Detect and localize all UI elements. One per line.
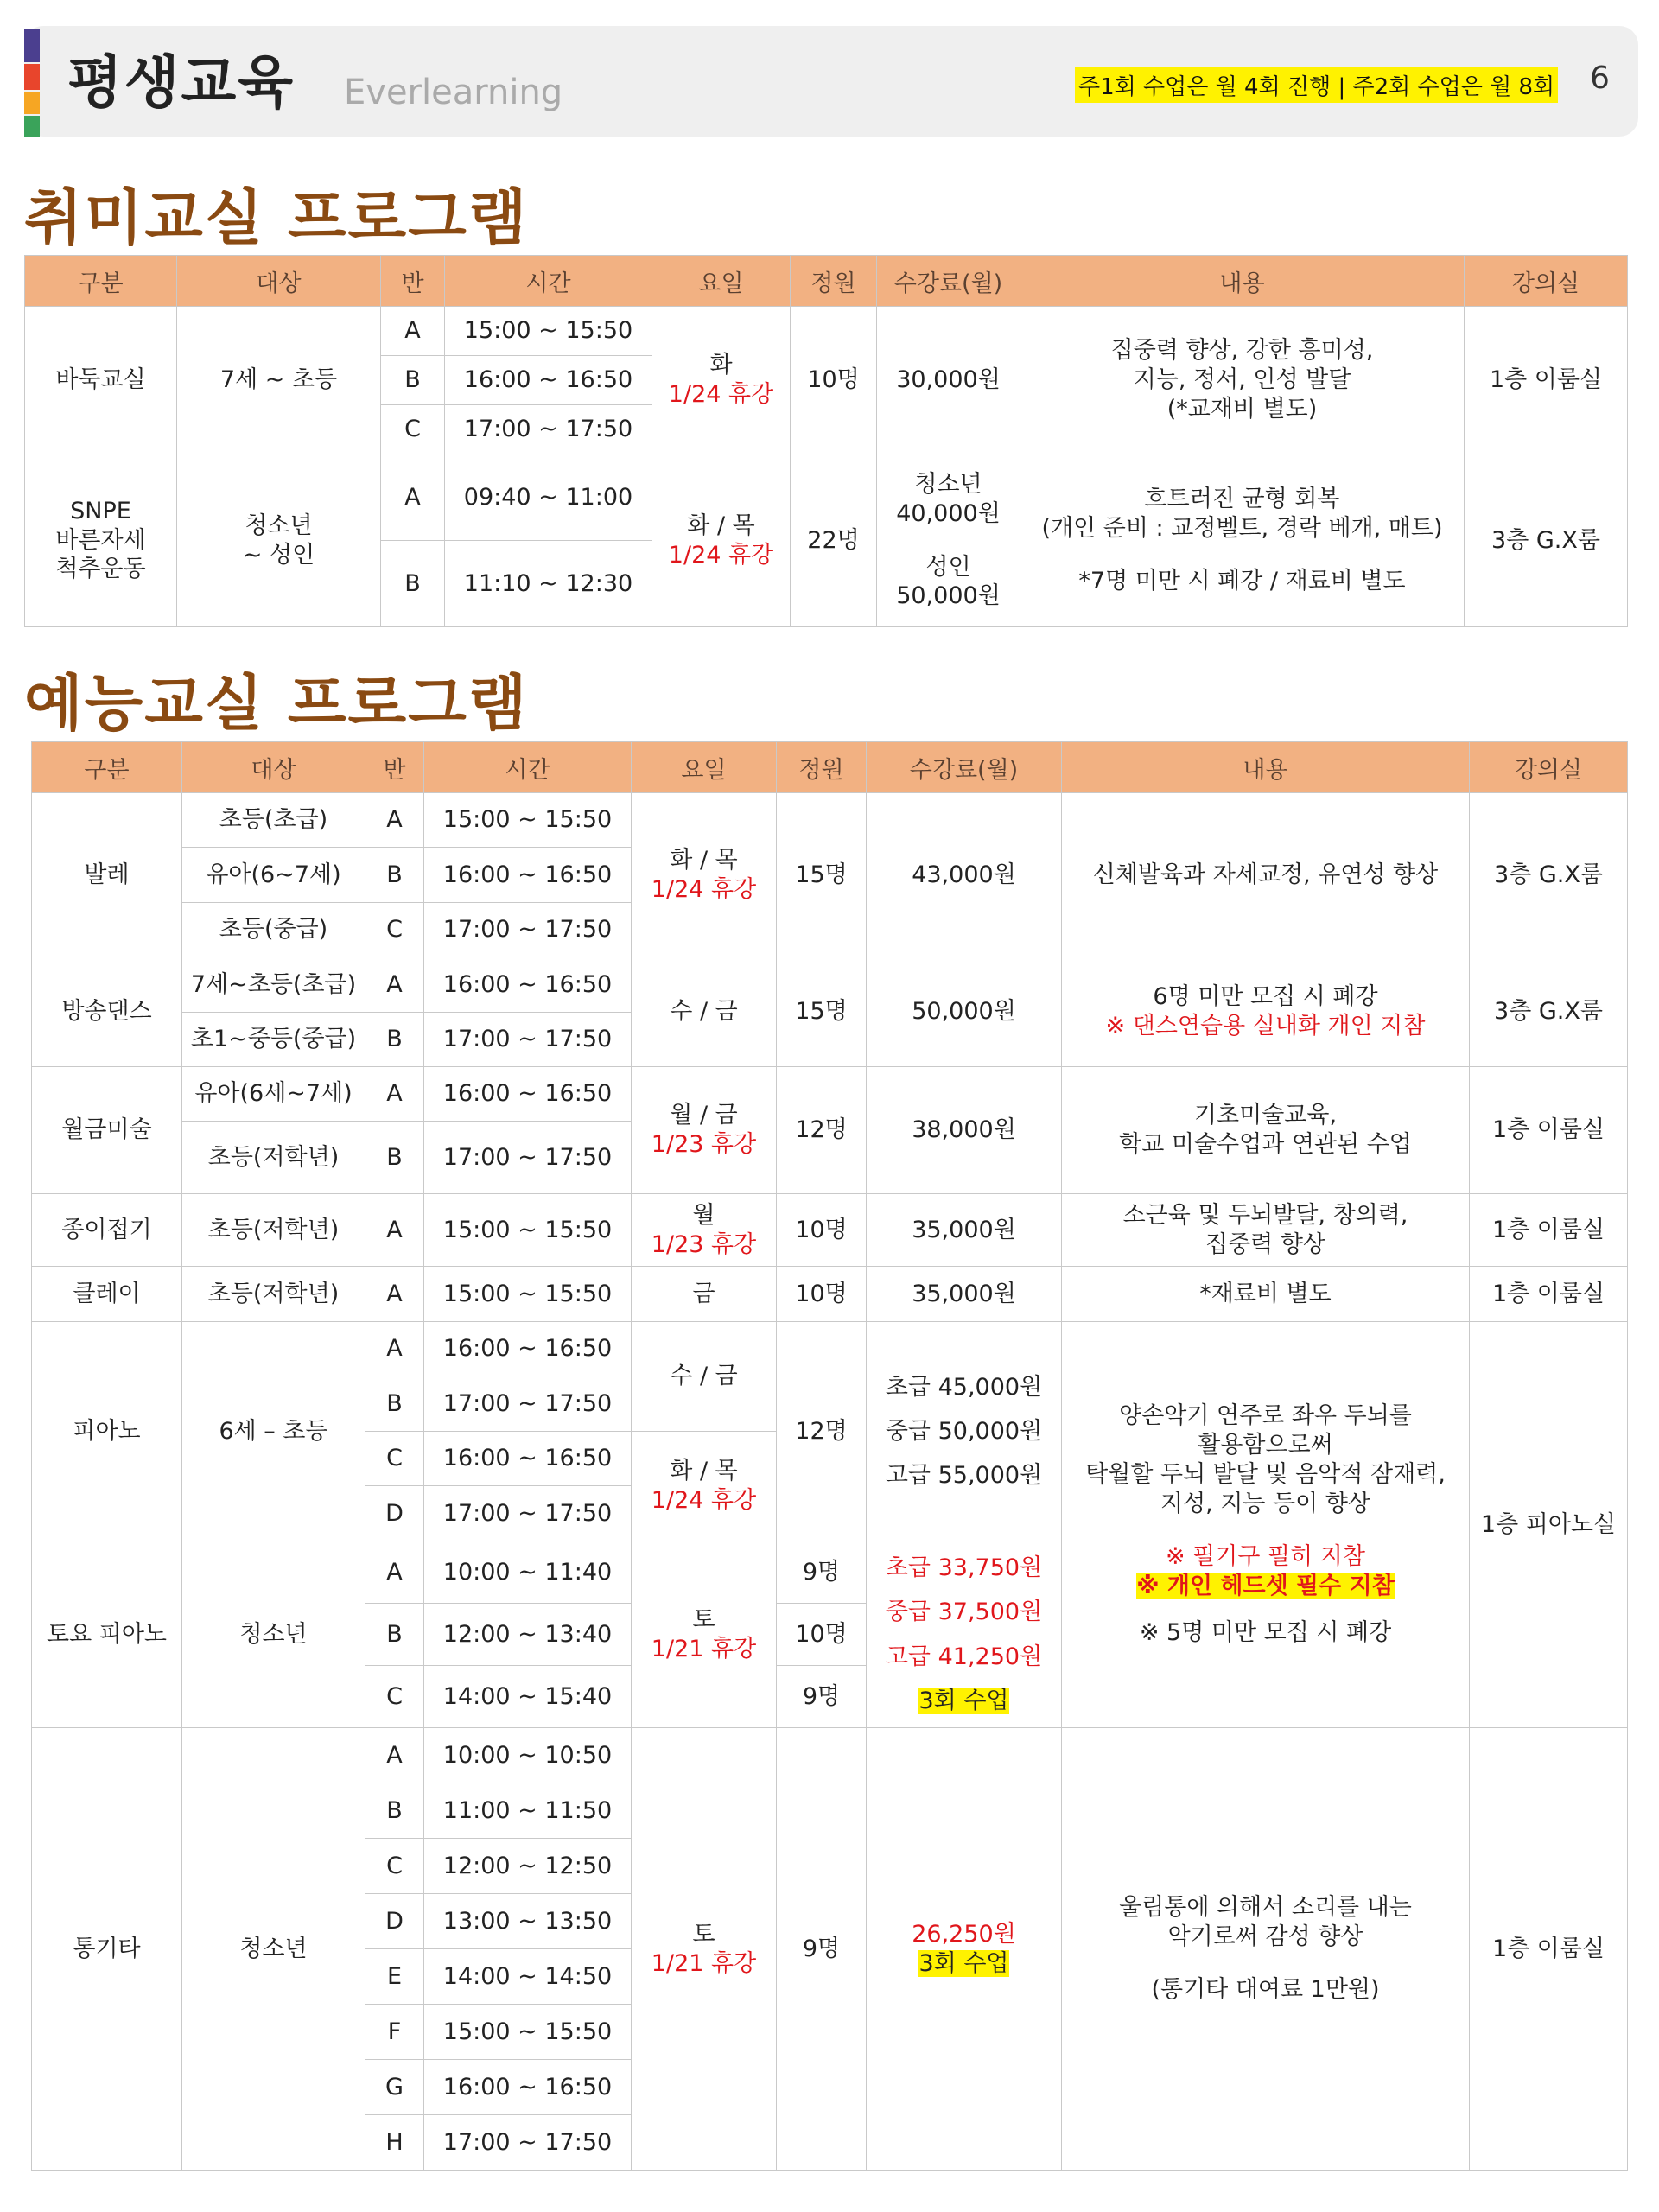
header-category: 구분	[32, 742, 182, 793]
program-fee: 초급 33,750원 중급 37,500원 고급 41,250원 3회 수업	[867, 1541, 1062, 1728]
class-label: C	[365, 1666, 424, 1728]
class-label: B	[381, 541, 445, 627]
program-fee: 청소년 40,000원 성인 50,000원	[877, 454, 1020, 627]
header-target: 대상	[177, 256, 381, 307]
program-day: 화 / 목 1/24 휴강	[632, 793, 777, 957]
table-row	[25, 307, 1628, 356]
class-label: C	[381, 405, 445, 454]
arts-section-title: 예능교실 프로그램	[24, 668, 529, 739]
class-time: 10:00 ~ 11:40	[424, 1541, 632, 1604]
class-time: 16:00 ~ 16:50	[424, 1322, 632, 1376]
program-room: 3층 G.X룸	[1470, 793, 1628, 957]
class-label: A	[381, 454, 445, 541]
program-name: 바둑교실	[25, 307, 177, 454]
class-label: A	[365, 1194, 424, 1267]
class-time: 09:40 ~ 11:00	[445, 454, 652, 541]
class-label: A	[365, 1067, 424, 1122]
program-day: 월 1/23 휴강	[632, 1194, 777, 1267]
arts-table	[31, 741, 1628, 2171]
program-room: 1층 피아노실	[1470, 1322, 1628, 1728]
class-time: 17:00 ~ 17:50	[424, 903, 632, 957]
class-time: 14:00 ~ 15:40	[424, 1666, 632, 1728]
class-time: 15:00 ~ 15:50	[424, 793, 632, 848]
hobby-table	[24, 255, 1628, 627]
program-fee: 38,000원	[867, 1067, 1062, 1194]
program-room: 1층 이룸실	[1465, 307, 1628, 454]
class-time: 16:00 ~ 16:50	[445, 356, 652, 405]
content-note: (통기타 대여료 1만원)	[1151, 1976, 1380, 2004]
program-capacity: 15명	[777, 793, 867, 957]
class-label: A	[365, 1728, 424, 1783]
program-name: 통기타	[32, 1728, 182, 2171]
class-time: 10:00 ~ 10:50	[424, 1728, 632, 1783]
content-note: ※ 5명 미만 모집 시 폐강	[1139, 1618, 1392, 1646]
program-target: 6세 – 초등	[182, 1322, 365, 1541]
program-content: 신체발육과 자세교정, 유연성 향상	[1062, 793, 1470, 957]
class-time: 12:00 ~ 12:50	[424, 1839, 632, 1894]
program-capacity: 9명	[777, 1728, 867, 2171]
program-room: 1층 이룸실	[1470, 1267, 1628, 1322]
program-room: 1층 이룸실	[1470, 1728, 1628, 2171]
program-room: 1층 이룸실	[1470, 1194, 1628, 1267]
program-target: 청소년 ~ 성인	[177, 454, 381, 627]
program-room: 1층 이룸실	[1470, 1067, 1628, 1194]
class-time: 14:00 ~ 14:50	[424, 1949, 632, 2005]
class-label: A	[365, 1541, 424, 1604]
class-label: H	[365, 2115, 424, 2171]
table-row	[32, 1194, 1628, 1267]
program-name: 토요 피아노	[32, 1541, 182, 1728]
class-time: 11:00 ~ 11:50	[424, 1783, 632, 1839]
class-time: 17:00 ~ 17:50	[445, 405, 652, 454]
program-fee: 26,250원 3회 수업	[867, 1728, 1062, 2171]
class-label: C	[365, 903, 424, 957]
class-label: B	[365, 1122, 424, 1194]
program-name: 클레이	[32, 1267, 182, 1322]
program-target: 청소년	[182, 1728, 365, 2171]
class-time: 16:00 ~ 16:50	[424, 848, 632, 903]
holiday-note: 1/23 휴강	[651, 1230, 757, 1258]
holiday-note: 1/24 휴강	[651, 1487, 757, 1514]
class-label: G	[365, 2060, 424, 2115]
class-target: 초등(저학년)	[182, 1122, 365, 1194]
brand-title: 평생교육	[67, 49, 296, 116]
program-name: 월금미술	[32, 1067, 182, 1194]
class-label: A	[365, 957, 424, 1013]
holiday-note: 1/23 휴강	[651, 1131, 757, 1158]
program-content: 6명 미만 모집 시 폐강 ※ 댄스연습용 실내화 개인 지참	[1062, 957, 1470, 1067]
program-day: 월 / 금 1/23 휴강	[632, 1067, 777, 1194]
content-note: ※ 필기구 필히 지참	[1166, 1543, 1365, 1571]
holiday-note: 1/24 휴강	[651, 875, 757, 903]
class-label: A	[381, 307, 445, 356]
program-day: 화 / 목 1/24 휴강	[632, 1432, 777, 1541]
holiday-note: 1/21 휴강	[651, 1635, 757, 1662]
class-label: C	[365, 1432, 424, 1486]
class-time: 15:00 ~ 15:50	[445, 307, 652, 356]
table-row	[32, 1322, 1628, 1376]
program-day: 토 1/21 휴강	[632, 1541, 777, 1728]
class-time: 16:00 ~ 16:50	[424, 957, 632, 1013]
fee-note: 3회 수업	[918, 1687, 1009, 1714]
header-capacity: 정원	[777, 742, 867, 793]
program-fee: 35,000원	[867, 1267, 1062, 1322]
schedule-notice: 주1회 수업은 월 4회 진행 | 주2회 수업은 월 8회	[1075, 67, 1558, 103]
header-day: 요일	[652, 256, 791, 307]
program-target: 청소년	[182, 1541, 365, 1728]
header-target: 대상	[182, 742, 365, 793]
class-label: E	[365, 1949, 424, 2005]
table-header-row	[32, 742, 1628, 793]
program-content: 울림통에 의해서 소리를 내는 악기로써 감성 향상 (통기타 대여료 1만원)	[1062, 1728, 1470, 2171]
program-content: 기초미술교육, 학교 미술수업과 연관된 수업	[1062, 1067, 1470, 1194]
class-target: 7세~초등(초급)	[182, 957, 365, 1013]
table-row	[32, 1728, 1628, 1783]
class-capacity: 10명	[777, 1604, 867, 1666]
class-target: 초등(저학년)	[182, 1194, 365, 1267]
class-time: 16:00 ~ 16:50	[424, 2060, 632, 2115]
program-day: 화 1/24 휴강	[652, 307, 791, 454]
program-fee: 43,000원	[867, 793, 1062, 957]
class-label: B	[381, 356, 445, 405]
class-time: 16:00 ~ 16:50	[424, 1432, 632, 1486]
header-category: 구분	[25, 256, 177, 307]
program-capacity: 10명	[791, 307, 877, 454]
program-content: 소근육 및 두뇌발달, 창의력, 집중력 향상	[1062, 1194, 1470, 1267]
program-day: 토 1/21 휴강	[632, 1728, 777, 2171]
header-content: 내용	[1020, 256, 1465, 307]
class-time: 15:00 ~ 15:50	[424, 1267, 632, 1322]
program-day: 금	[632, 1267, 777, 1322]
table-row	[32, 793, 1628, 848]
class-time: 16:00 ~ 16:50	[424, 1067, 632, 1122]
program-fee: 초급 45,000원 중급 50,000원 고급 55,000원	[867, 1322, 1062, 1541]
table-header-row	[25, 256, 1628, 307]
class-time: 11:10 ~ 12:30	[445, 541, 652, 627]
program-day: 수 / 금	[632, 957, 777, 1067]
class-label: B	[365, 1783, 424, 1839]
class-target: 초등(초급)	[182, 793, 365, 848]
program-content: 양손악기 연주로 좌우 두뇌를 활용함으로써 탁월할 두뇌 발달 및 음악적 잠재력, 지성, 지능 등이 향상 ※ 필기구 필히 지참 ※ 개인 헤드셋 필수 지참 ※ 5명 미만 모집 시 폐강	[1062, 1322, 1470, 1728]
class-time: 17:00 ~ 17:50	[424, 1122, 632, 1194]
header-time: 시간	[424, 742, 632, 793]
class-label: B	[365, 1376, 424, 1432]
holiday-note: 1/24 휴강	[668, 381, 774, 408]
header-class: 반	[365, 742, 424, 793]
content-note: ※ 댄스연습용 실내화 개인 지참	[1105, 1013, 1426, 1039]
header-fee: 수강료(월)	[867, 742, 1062, 793]
program-name: 방송댄스	[32, 957, 182, 1067]
fee-note: 3회 수업	[918, 1949, 1009, 1977]
program-name: 발레	[32, 793, 182, 957]
program-capacity: 22명	[791, 454, 877, 627]
program-name: 피아노	[32, 1322, 182, 1541]
page-number: 6	[1590, 60, 1610, 96]
program-room: 3층 G.X룸	[1470, 957, 1628, 1067]
class-target: 초1~중등(중급)	[182, 1013, 365, 1067]
program-fee: 30,000원	[877, 307, 1020, 454]
class-time: 13:00 ~ 13:50	[424, 1894, 632, 1949]
program-content: 흐트러진 균형 회복 (개인 준비 : 교정벨트, 경락 베개, 매트) *7명 미만 시 폐강 / 재료비 별도	[1020, 454, 1465, 627]
class-time: 17:00 ~ 17:50	[424, 1013, 632, 1067]
holiday-note: 1/21 휴강	[651, 1949, 757, 1977]
class-label: D	[365, 1486, 424, 1541]
class-time: 15:00 ~ 15:50	[424, 1194, 632, 1267]
class-time: 17:00 ~ 17:50	[424, 1486, 632, 1541]
program-capacity: 15명	[777, 957, 867, 1067]
class-target: 유아(6세~7세)	[182, 1067, 365, 1122]
logo-color-strip	[24, 29, 40, 137]
program-fee: 50,000원	[867, 957, 1062, 1067]
program-fee: 35,000원	[867, 1194, 1062, 1267]
program-capacity: 12명	[777, 1067, 867, 1194]
class-label: A	[365, 1267, 424, 1322]
class-label: B	[365, 1604, 424, 1666]
header-class: 반	[381, 256, 445, 307]
class-capacity: 9명	[777, 1541, 867, 1604]
program-capacity: 10명	[777, 1194, 867, 1267]
holiday-note: 1/24 휴강	[668, 541, 774, 569]
header-fee: 수강료(월)	[877, 256, 1020, 307]
table-row	[32, 1067, 1628, 1122]
content-note: ※ 개인 헤드셋 필수 지참	[1136, 1573, 1395, 1600]
class-time: 12:00 ~ 13:40	[424, 1604, 632, 1666]
brand-subtitle: Everlearning	[344, 73, 563, 112]
header-time: 시간	[445, 256, 652, 307]
program-target: 7세 ~ 초등	[177, 307, 381, 454]
class-label: A	[365, 1322, 424, 1376]
table-row	[25, 454, 1628, 541]
table-row	[32, 1267, 1628, 1322]
header-room: 강의실	[1465, 256, 1628, 307]
class-label: B	[365, 848, 424, 903]
class-label: B	[365, 1013, 424, 1067]
program-capacity: 10명	[777, 1267, 867, 1322]
class-target: 초등(중급)	[182, 903, 365, 957]
program-name: 종이접기	[32, 1194, 182, 1267]
class-time: 15:00 ~ 15:50	[424, 2005, 632, 2060]
header-room: 강의실	[1470, 742, 1628, 793]
table-row	[32, 957, 1628, 1013]
header-content: 내용	[1062, 742, 1470, 793]
header-day: 요일	[632, 742, 777, 793]
program-capacity: 12명	[777, 1322, 867, 1541]
class-time: 17:00 ~ 17:50	[424, 2115, 632, 2171]
class-label: D	[365, 1894, 424, 1949]
program-day: 수 / 금	[632, 1322, 777, 1432]
class-label: C	[365, 1839, 424, 1894]
header-capacity: 정원	[791, 256, 877, 307]
hobby-section-title: 취미교실 프로그램	[24, 182, 529, 253]
program-day: 화 / 목 1/24 휴강	[652, 454, 791, 627]
program-content: *재료비 별도	[1062, 1267, 1470, 1322]
program-content: 집중력 향상, 강한 흥미성, 지능, 정서, 인성 발달 (*교재비 별도)	[1020, 307, 1465, 454]
class-label: A	[365, 793, 424, 848]
class-label: F	[365, 2005, 424, 2060]
class-time: 17:00 ~ 17:50	[424, 1376, 632, 1432]
class-target: 유아(6~7세)	[182, 848, 365, 903]
class-capacity: 9명	[777, 1666, 867, 1728]
class-target: 초등(저학년)	[182, 1267, 365, 1322]
program-name: SNPE 바른자세 척추운동	[25, 454, 177, 627]
program-room: 3층 G.X룸	[1465, 454, 1628, 627]
